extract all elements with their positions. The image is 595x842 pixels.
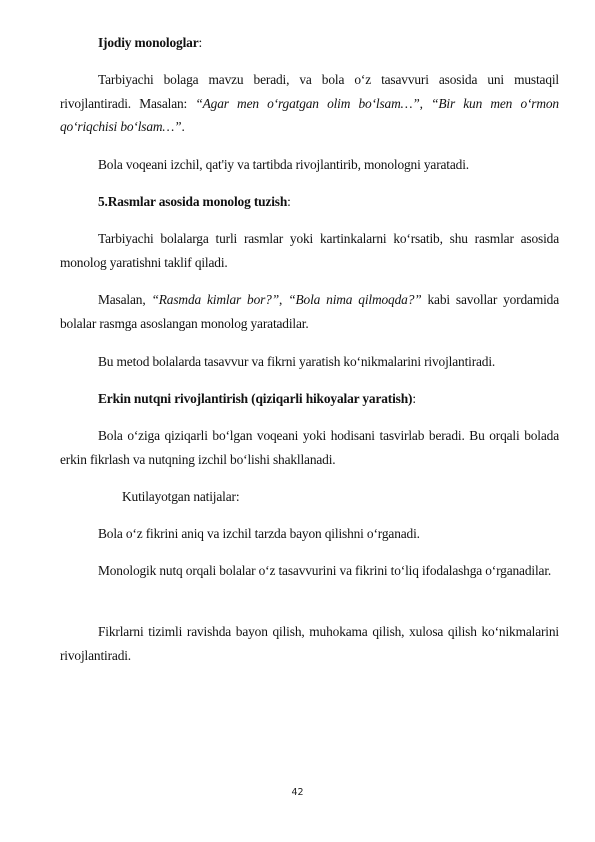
result-item: Bola o‘z fikrini aniq va izchil tarzda bayon qilishni o‘rganadi.	[98, 526, 420, 541]
example-quote: “Agar men o‘rgatgan olim bo‘lsam…”	[195, 95, 420, 111]
page-number: 42	[291, 787, 304, 798]
separator: ,	[279, 292, 289, 307]
heading-creative-monologues	[60, 31, 559, 55]
paragraph-picture-monologue-description: Tarbiyachi bolalarga turli rasmlar yoki kartinkalarni ko‘rsatib, shu rasmlar asosida monolog yaratishni taklif qiladi.	[60, 231, 559, 270]
expected-results-title: Kutilayotgan natijalar:	[122, 489, 240, 504]
heading-free-speech	[60, 387, 559, 411]
heading-picture-monologue	[60, 190, 559, 214]
example-quote: “Bola nima qilmoqda?”	[288, 292, 422, 307]
separator: ,	[419, 95, 432, 111]
heading-text: Erkin nutqni rivojlantirish (qiziqarli hikoyalar yaratish)	[98, 391, 413, 406]
result-item: Monologik nutq orqali bolalar o‘z tasavvurini va fikrini to‘liq ifodalashga o‘rganadilar.	[98, 563, 552, 578]
heading-colon: :	[412, 391, 416, 406]
heading-colon: :	[198, 35, 203, 50]
paragraph-free-speech-description: Bola o‘ziga qiziqarli bo‘lgan voqeani yoki hodisani tasvirlab beradi. Bu orqali bolada erkin fikrlash va nutqning izchil bo‘lishi shakllanadi.	[60, 428, 559, 467]
heading-text: 5.Rasmlar asosida monolog tuzish	[98, 194, 288, 209]
period: .	[181, 119, 185, 134]
paragraph-picture-monologue-example	[60, 288, 559, 335]
paragraph-picture-monologue-effect: Bu metod bolalarda tasavvur va fikrni yaratish ko‘nikmalarini rivojlantiradi.	[98, 354, 496, 369]
heading-text: Ijodiy monologlar	[98, 35, 199, 50]
paragraph-text: Tarbiyachi bolaga mavzu beradi, va bola o‘z tasavvuri asosida uni mustaqil rivojlantiradi. Masalan:	[60, 72, 559, 111]
paragraph-text: Masalan,	[98, 292, 152, 307]
example-quote: “Rasmda kimlar bor?”	[151, 292, 280, 307]
heading-colon: :	[287, 194, 291, 209]
example-quote: “Bir kun men o‘rmon qo‘riqchisi bo‘lsam…”	[60, 95, 559, 134]
result-item: Fikrlarni tizimli ravishda bayon qilish, muhokama qilish, xulosa qilish ko‘nikmalarini rivojlantiradi.	[60, 624, 559, 663]
paragraph-creative-monologues-result: Bola voqeani izchil, qat'iy va tartibda rivojlantirib, monologni yaratadi.	[98, 157, 469, 172]
paragraph-text: kabi savollar yordamida bolalar rasmga asoslangan monolog yaratadilar.	[60, 292, 560, 331]
paragraph-creative-monologues-description	[60, 68, 559, 139]
